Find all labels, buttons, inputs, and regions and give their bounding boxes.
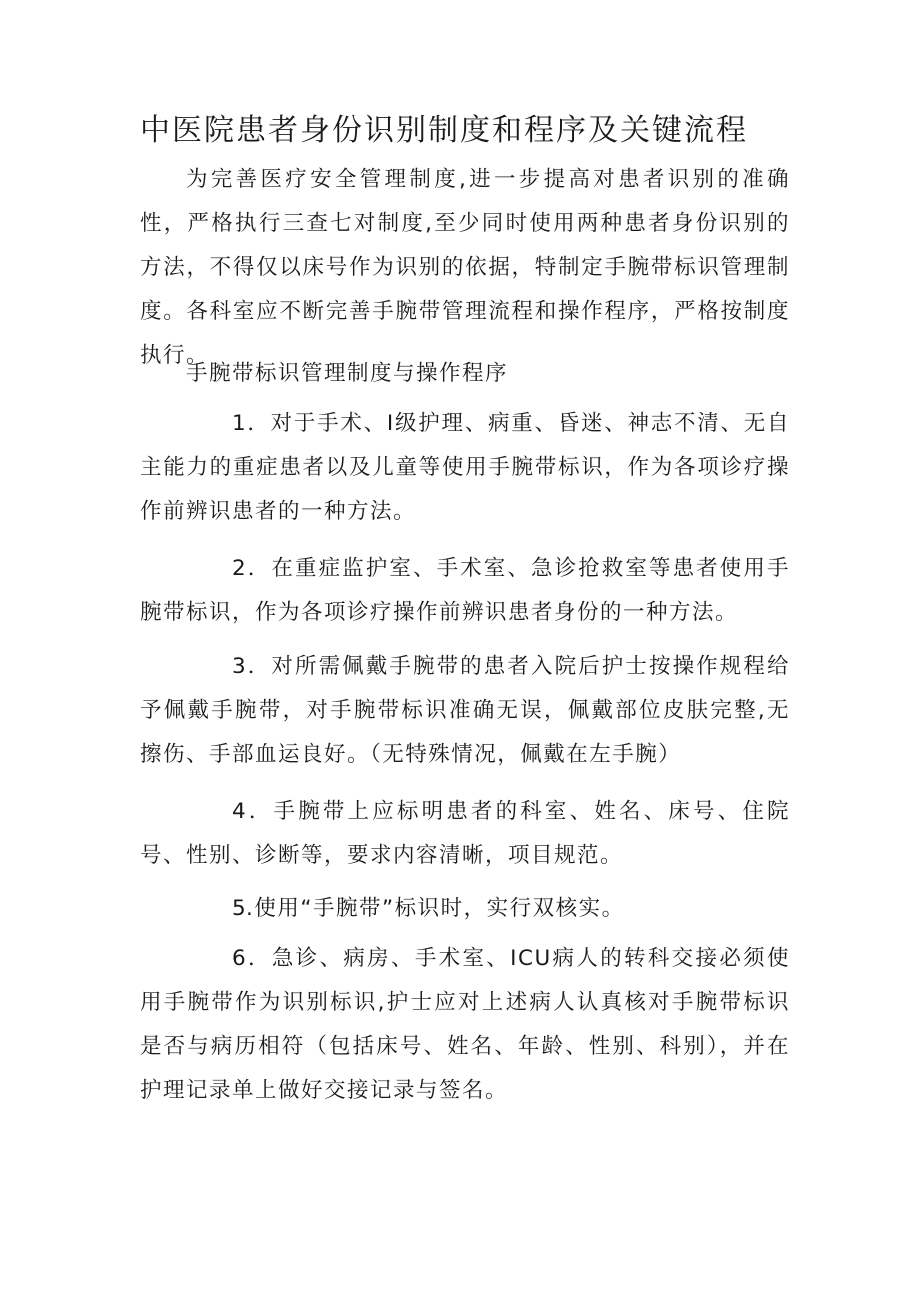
- list-item-2: [140, 547, 790, 635]
- document-title: 中医院患者身份识别制度和程序及关键流程: [140, 113, 748, 148]
- intro-paragraph: 为完善医疗安全管理制度,进一步提高对患者识别的准确性，严格执行三查七对制度,至少同时使用两种患者身份识别的方法，不得仅以床号作为识别的依据，特制定手腕带标识管理制度。各科室应不断完善手腕带管理流程和操作程序，严格按制度执行。: [140, 167, 790, 368]
- item-text: ．对所需佩戴手腕带的患者入院后护士按操作规程给予佩戴手腕带，对手腕带标识准确无误，佩戴部位皮肤完整,无擦伤、手部血运良好。（无特殊情况，佩戴在左手腕）: [140, 654, 790, 767]
- list-item-3: [140, 645, 790, 777]
- item-text: ．在重症监护室、手术室、急诊抢救室等患者使用手腕带标识，作为各项诊疗操作前辨识患者身份的一种方法。: [140, 556, 790, 625]
- item-text: ．对于手术、I级护理、病重、昏迷、神志不清、无自主能力的重症患者以及儿童等使用手腕带标识，作为各项诊疗操作前辨识患者的一种方法。: [140, 411, 790, 524]
- list-item-5: [140, 887, 790, 931]
- item-number: 3: [232, 654, 248, 679]
- item-text: ．急诊、病房、手术室、ICU病人的转科交接必须使用手腕带作为识别标识,护士应对上述病人认真核对手腕带标识是否与病历相符（包括床号、姓名、年龄、性别、科别），并在护理记录单上做好交接记录与签名。: [140, 946, 790, 1103]
- list-item-4: [140, 790, 790, 878]
- item-text: .使用“手腕带”标识时，实行双核实。: [246, 896, 625, 921]
- list-item-6: [140, 937, 790, 1113]
- item-number: 4: [232, 799, 248, 824]
- item-number: 1: [232, 411, 248, 436]
- item-number: 6: [232, 946, 248, 971]
- list-item-1: [140, 402, 790, 534]
- item-number: 5: [232, 896, 248, 921]
- section-heading: 手腕带标识管理制度与操作程序: [186, 361, 509, 386]
- item-text: ．手腕带上应标明患者的科室、姓名、床号、住院号、性别、诊断等，要求内容清晰，项目规范。: [140, 799, 790, 868]
- item-number: 2: [232, 556, 248, 581]
